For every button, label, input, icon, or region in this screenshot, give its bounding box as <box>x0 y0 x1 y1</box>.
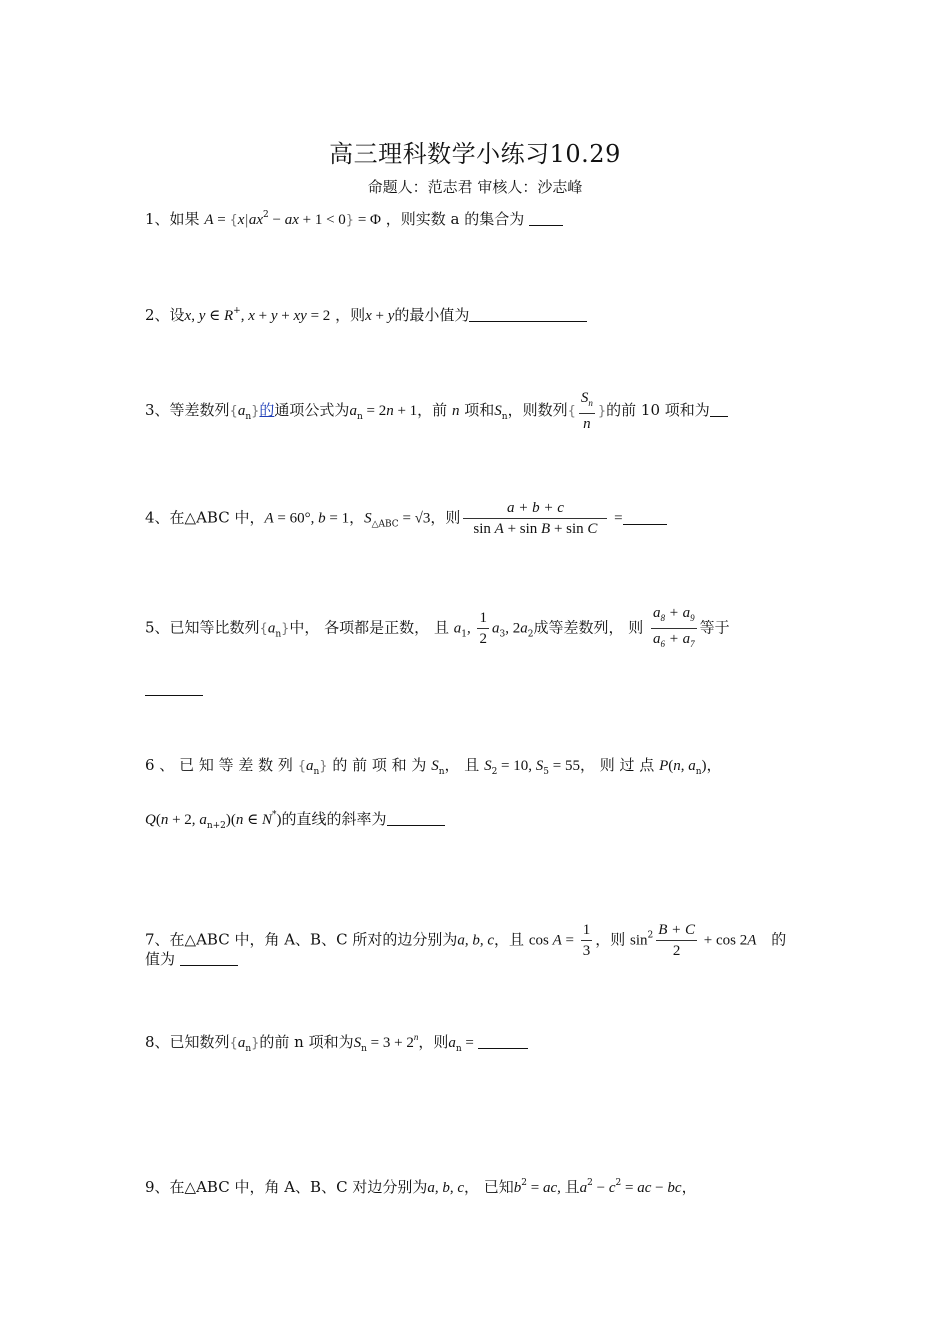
question-3: 3、等差数列$\{a_n\}$的通项公式为$a_n = 2n + 1$，前 n 项和$S_n$，则数列{ $\frac{S_n}{n}$ }的前 10 项和为 <box>145 388 728 434</box>
question-8: 8、已知数列$\{a_n\}$的前 n 项和为$S_n = 3 + 2^n$，则$a_n$ = <box>145 1026 528 1060</box>
question-6-line2: Q(n + 2, $a_{n+2})(n$ ∈ N*)的直线的斜率为 <box>145 804 445 837</box>
answer-blank[interactable] <box>387 811 445 826</box>
question-6: 6 、 已 知 等 差 数 列 $\{a_n\}$ 的 前 项 和 为 $S_n$， 且 $S_2 = 10$, $S_5 = 55$， 则 过 点 P(n, $a_n$)， <box>145 756 722 777</box>
question-1: 1、如果 $A = \{x|ax^2$ − ax + 1 < 0} = Φ ，则实数 a 的集合为 <box>145 204 563 232</box>
question-5: 5、已知等比数列$\{a_n\}$中， 各项都是正数， 且 $a_1$, $\frac{1}{2}$ $a_3$, $2a_2$成等差数列， 则 $\frac{a_8 + a_9}{a_6 + a_7}$ 等于 <box>145 605 730 649</box>
link-de[interactable]: 的 <box>259 401 275 419</box>
question-7-line2: 值为 <box>145 948 238 970</box>
authors-line: 命题人：范志君 审核人：沙志峰 <box>367 178 583 196</box>
answer-blank[interactable] <box>623 510 667 525</box>
question-7: 7、在△ABC 中，角 A、B、C 所对的边分别为a, b, c，且 cos A = $\frac{1}{3}$ ，则 $\sin^2$ $\frac{B + C}{2}$ + cos 2A 的 <box>145 922 787 959</box>
answer-blank[interactable] <box>478 1034 528 1049</box>
q1-formula: A <box>204 212 214 228</box>
question-4: 4、在△ABC 中，A = 60°, b = 1，$S_{\triangle ABC} = √3$，则 $\frac{a + b + c}{\text{sin A + sin B + sin C}}$ = <box>145 498 667 539</box>
answer-blank[interactable] <box>180 951 238 966</box>
question-9: 9、在△ABC 中，角 A、B、C 对边分别为a, b, c， 已知$b^2$ = ac, 且$a^2 - c^2$ = ac − bc， <box>145 1178 697 1196</box>
answer-blank[interactable] <box>145 681 203 696</box>
question-5-answer <box>145 678 203 700</box>
answer-blank[interactable] <box>710 402 728 417</box>
page-title: 高三理科数学小练习10.29 <box>329 140 621 168</box>
answer-blank[interactable] <box>529 211 563 226</box>
question-2: 2、设x, y ∈ R+, x + y + xy = 2 ，则x + y的最小值为 <box>145 300 587 327</box>
answer-blank[interactable] <box>469 307 587 322</box>
